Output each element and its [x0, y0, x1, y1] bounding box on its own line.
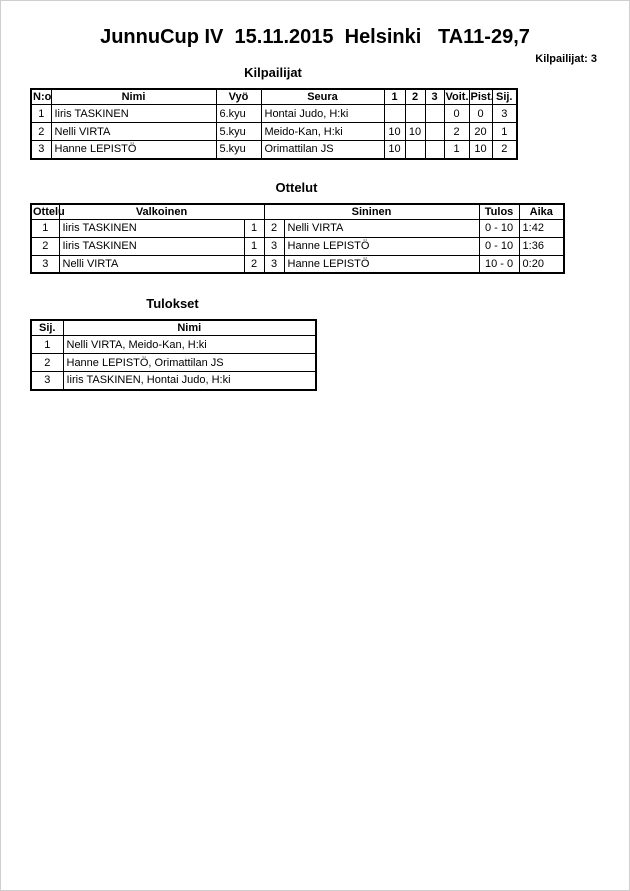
results-heading: Tulokset [146, 296, 199, 311]
table-cell: 1 [31, 336, 63, 354]
page-title: JunnuCup IV 15.11.2015 Helsinki TA11-29,7 [100, 26, 530, 48]
table-row [31, 354, 316, 372]
table-cell: Nelli VIRTA [284, 219, 479, 237]
table-cell: 2 [31, 123, 51, 141]
table-header-row [31, 320, 316, 336]
table-cell: Iiris TASKINEN [59, 237, 244, 255]
table-cell [425, 141, 444, 159]
table-cell: Nelli VIRTA [59, 255, 244, 273]
table-row [31, 336, 316, 354]
column-header: Sij. [492, 89, 517, 105]
table-cell: 1:36 [519, 237, 564, 255]
table-cell: 0 [444, 105, 469, 123]
table-cell: Hanne LEPISTÖ [51, 141, 216, 159]
column-header: Sij. [31, 320, 63, 336]
column-header: Vyö [216, 89, 261, 105]
column-header: Valkoinen [59, 204, 264, 220]
column-header: Voit. [445, 91, 469, 103]
table-cell: 5.kyu [216, 141, 261, 159]
table-cell: 2 [444, 123, 469, 141]
table-cell: 3 [31, 255, 59, 273]
table-cell: 2 [31, 237, 59, 255]
column-header: N:o [33, 91, 52, 103]
table-header-row [31, 204, 564, 220]
table-row [31, 255, 564, 273]
table-cell: 10 [384, 123, 405, 141]
table-cell: 1:42 [519, 219, 564, 237]
table-cell: 2 [492, 141, 517, 159]
table-cell: 10 [384, 141, 405, 159]
table-cell: 0 - 10 [479, 219, 519, 237]
table-row [31, 105, 517, 123]
table-row [31, 219, 564, 237]
column-header: Nimi [51, 89, 216, 105]
table-cell: 1 [31, 105, 51, 123]
table-cell: 3 [492, 105, 517, 123]
table-cell [384, 105, 405, 123]
table-row [31, 123, 517, 141]
competitors-count: Kilpailijat: 3 [535, 53, 597, 65]
column-header: 2 [405, 89, 425, 105]
table-cell: Meido-Kan, H:ki [261, 123, 384, 141]
table-cell: Hanne LEPISTÖ [284, 255, 479, 273]
table-cell [405, 105, 425, 123]
table-cell: Iiris TASKINEN [59, 219, 244, 237]
column-header: Ottelu [33, 205, 65, 218]
results-section [30, 296, 315, 391]
results-table [30, 319, 317, 391]
table-cell: 10 - 0 [479, 255, 519, 273]
table-cell: 3 [264, 255, 284, 273]
table-cell: Hanne LEPISTÖ, Orimattilan JS [63, 354, 316, 372]
competitors-heading: Kilpailijat [244, 65, 302, 80]
table-cell: Hontai Judo, H:ki [261, 105, 384, 123]
matches-table [30, 203, 565, 275]
column-header: Pist. [470, 91, 494, 103]
table-cell: Hanne LEPISTÖ [284, 237, 479, 255]
table-cell [425, 105, 444, 123]
competitors-section [30, 65, 516, 160]
column-header: Tulos [479, 204, 519, 220]
table-cell [405, 141, 425, 159]
matches-heading: Ottelut [275, 179, 318, 195]
table-cell: 3 [31, 141, 51, 159]
column-header: 3 [425, 89, 444, 105]
table-row [31, 141, 517, 159]
table-row [31, 372, 316, 390]
table-cell [425, 123, 444, 141]
table-header-row [31, 89, 517, 105]
table-cell: 1 [444, 141, 469, 159]
table-cell: Iiris TASKINEN [51, 105, 216, 123]
table-cell: 1 [492, 123, 517, 141]
table-cell: 2 [244, 255, 264, 273]
table-cell: 0:20 [519, 255, 564, 273]
table-cell: 3 [264, 237, 284, 255]
column-header: 1 [384, 89, 405, 105]
table-cell: 6.kyu [216, 105, 261, 123]
table-cell: 1 [31, 219, 59, 237]
table-cell: 0 - 10 [479, 237, 519, 255]
table-cell: Nelli VIRTA [51, 123, 216, 141]
table-cell: 10 [469, 141, 492, 159]
column-header: Sininen [264, 204, 479, 220]
table-cell: 1 [244, 219, 264, 237]
column-header: Nimi [63, 320, 316, 336]
table-cell: 3 [31, 372, 63, 390]
matches-section [30, 180, 563, 275]
table-cell: 2 [264, 219, 284, 237]
table-cell: Orimattilan JS [261, 141, 384, 159]
table-cell: 5.kyu [216, 123, 261, 141]
table-cell: 1 [244, 237, 264, 255]
table-cell: Iiris TASKINEN, Hontai Judo, H:ki [63, 372, 316, 390]
table-cell: 2 [31, 354, 63, 372]
table-cell: 20 [469, 123, 492, 141]
column-header: Seura [261, 89, 384, 105]
table-row [31, 237, 564, 255]
table-cell: 0 [469, 105, 492, 123]
table-cell: Nelli VIRTA, Meido-Kan, H:ki [63, 336, 316, 354]
competitors-table [30, 88, 518, 160]
column-header: Aika [519, 204, 564, 220]
table-cell: 10 [405, 123, 425, 141]
